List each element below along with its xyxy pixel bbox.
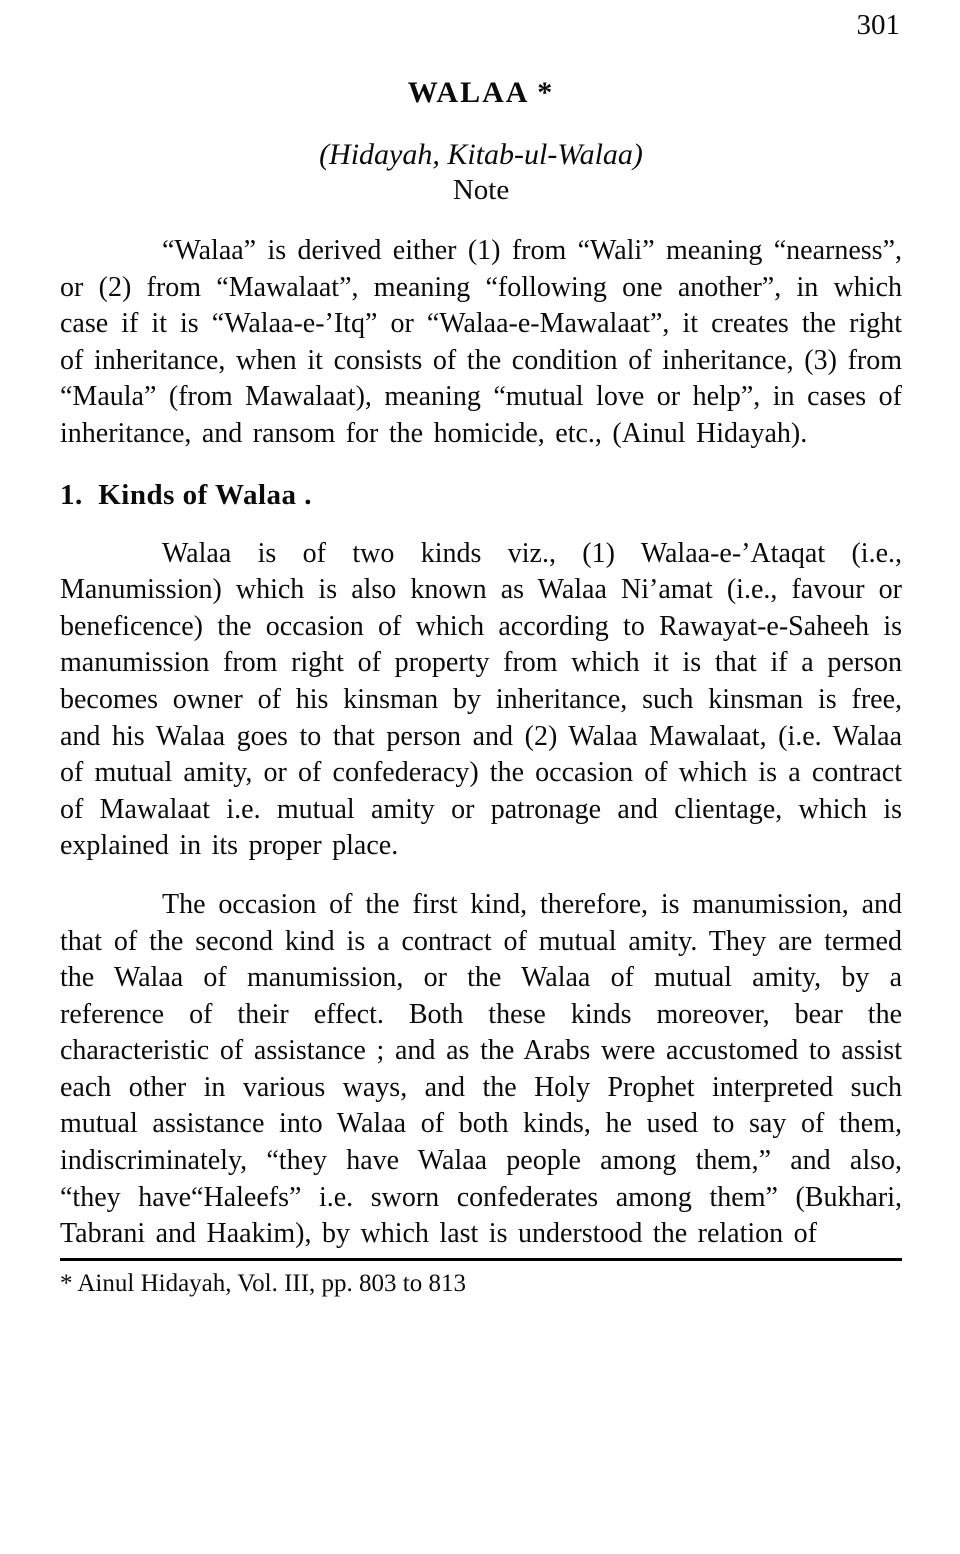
- page-number: 301: [856, 9, 900, 41]
- page-subtitle: (Hidayah, Kitab-ul-Walaa): [319, 138, 643, 171]
- footnote-text: * Ainul Hidayah, Vol. III, pp. 803 to 813: [60, 1269, 467, 1297]
- occasion-paragraph: The occasion of the first kind, therefore, is manumission, and that of the second kind is a contract of mutual amity. They are termed the Walaa of manumission, or the Walaa of mutual amity, by a reference of their effect. Both these kinds moreover, bear the characteristic of assistance ; and as the Arabs were accustomed to assist each other in various ways, and the Holy Prophet interpreted such mutual assistance into Walaa of both kinds, he used to say of them, indiscriminately, “they have Walaa people among them,” and also, “they have“Haleefs” i.e. sworn confederates among them” (Bukhari, Tabrani and Haakim), by which last is understood the relation of: [60, 888, 902, 1250]
- footnote-divider: [60, 1258, 902, 1261]
- section-heading-kinds-of-walaa: 1. Kinds of Walaa .: [60, 478, 312, 511]
- note-label: Note: [452, 174, 510, 206]
- page-title: WALAA *: [407, 76, 555, 109]
- intro-paragraph: “Walaa” is derived either (1) from “Wali” meaning “nearness”, or (2) from “Mawalaat”, meaning “following one another”, in which case if it is “Walaa-e-’Itq” or “Walaa-e-Mawalaat”, it creates the right of inheritance, when it consists of the condition of inheritance, (3) from “Maula” (from Mawalaat), meaning “mutual love or help”, in cases of inheritance, and ransom for the homicide, etc., (Ainul Hidayah).: [60, 235, 902, 449]
- kinds-of-walaa-paragraph: Walaa is of two kinds viz., (1) Walaa-e-’Ataqat (i.e., Manumission) which is also known as Walaa Ni’amat (i.e., favour or beneficence) the occasion of which according to Rawayat-e-Saheeh is manumission from right of property from which it is that if a person becomes owner of his kinsman by inheritance, such kinsman is free, and his Walaa goes to that person and (2) Walaa Mawalaat, (i.e. Walaa of mutual amity, or of confederacy) the occasion of which is a contract of Mawalaat i.e. mutual amity or patronage and clientage, which is explained in its proper place.: [60, 537, 902, 862]
